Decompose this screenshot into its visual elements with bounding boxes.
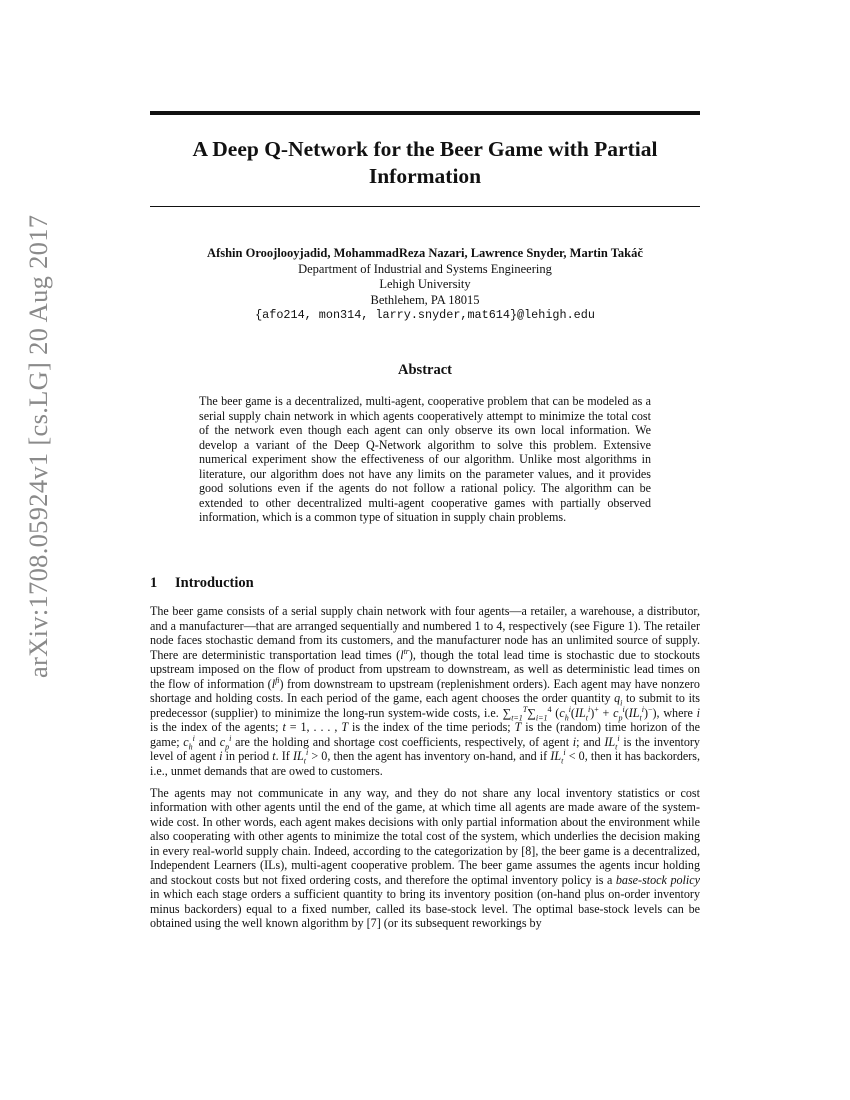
author-emails: {afo214, mon314, larry.snyder,mat614}@lehigh.edu [255, 308, 595, 322]
section-number: 1 [150, 575, 158, 591]
author-department: Department of Industrial and Systems Engineering [298, 261, 552, 276]
paper-title [150, 136, 700, 190]
emphasis-base-stock-policy: base-stock policy [615, 872, 700, 887]
section-title: Introduction [175, 575, 254, 591]
abstract [199, 394, 651, 525]
author-university: Lehigh University [379, 277, 471, 291]
arxiv-stamp-text: arXiv:1708.05924v1 [cs.LG] 20 Aug 2017 [23, 214, 53, 678]
abstract-heading: Abstract [398, 362, 452, 378]
intro-body [150, 604, 700, 938]
cost-formula: $\sum_{t=1}^T\sum_{i=1}^4$ $(c_h^i(IL_t^i)^+ + c_p^i(IL_t^i)^-)$ [502, 704, 657, 723]
author-block [150, 246, 700, 324]
title-top-rule [150, 111, 700, 115]
title-bottom-rule [150, 206, 700, 207]
title-line-1: A Deep Q-Network for the Beer Game with Partial [192, 137, 658, 161]
title-line-2: Information [368, 164, 482, 188]
author-city: Bethlehem, PA 18015 [370, 292, 480, 307]
author-names: Afshin Oroojlooyjadid, MohammadReza Nazari, Lawrence Snyder, Martin Takáč [207, 246, 643, 260]
intro-paragraph-1: The beer game consists of a serial supply chain network with four agents—a retailer, a warehouse, a distributor, and a manufacturer—that are arranged sequentially and numbered 1 to 4, respectively (see Figure 1). The retailer node faces stochastic demand from its customers, and the manufacturer node has an unlimited source of supply. There are deterministic transportation lead times $(l^{tr})$, though the total lead time is stochastic due to stockouts upstream imposed on the flow of product from upstream to downstream, as well as deterministic lead times on the flow of information $(l^{fi})$ from downstream to upstream (replenishment orders). Each agent may have nonzero shortage and holding costs. In each period of the game, each agent chooses the order quantity $q_i$ to submit to its predecessor (supplier) to minimize the long-run system-wide costs, i.e. $\sum_{t=1}^T\sum_{i=1}^4$ $(c_h^i(IL_t^i)^+ + c_p^i(IL_t^i)^-)$, where i is the index of the agents; t = 1, . . . , T is the index of the time periods; T is the (random) time horizon of the game; $c_h^i$ and $c_p^i$ are the holding and shortage cost coefficients, respectively, of agent i; and $IL_t^i$ is the inventory level of agent i in period t. If $IL_t^i > 0$, then the agent has inventory on-hand, and if $IL_t^i < 0$, then it has backorders, i.e., unmet demands that are owed to customers. [150, 604, 700, 779]
section-heading [150, 575, 254, 592]
intro-paragraph-2: The agents may not communicate in any way, and they do not share any local inventory statistics or cost information with other agents until the end of the game, at which time all agents are made aware of the system-wide cost. In other words, each agent makes decisions with only partial information about the environment while also cooperating with other agents to minimize the total cost of the system, which underlies the decision making in every real-world supply chain. Indeed, according to the categorization by [8], the beer game is a decentralized, Independent Learners (ILs), multi-agent cooperative problem. The beer game assumes the agents incur holding and stockout costs but not fixed ordering costs, and therefore the optimal inventory policy is a base-stock policy in which each stage orders a sufficient quantity to bring its inventory position (on-hand plus on-order inventory minus backorders) equal to a fixed number, called its base-stock level. The optimal base-stock levels can be obtained using the well known algorithm by [7] (or its subsequent reworkings by [150, 785, 700, 931]
abstract-text: The beer game is a decentralized, multi-agent, cooperative problem that can be modeled as a serial supply chain network in which agents cooperatively attempt to minimize the total cost of the network even though each agent can only observe its own local information. We develop a variant of the Deep Q-Network algorithm to solve this problem. Extensive numerical experiment show the effectiveness of our algorithm. Unlike most algorithms in literature, our algorithm does not have any limits on the parameter values, and it provides good solutions even if the agents do not follow a rational policy. The algorithm can be extended to other decentralized multi-agent cooperative games with partially observed information, which is a common type of situation in supply chain problems. [199, 394, 651, 525]
